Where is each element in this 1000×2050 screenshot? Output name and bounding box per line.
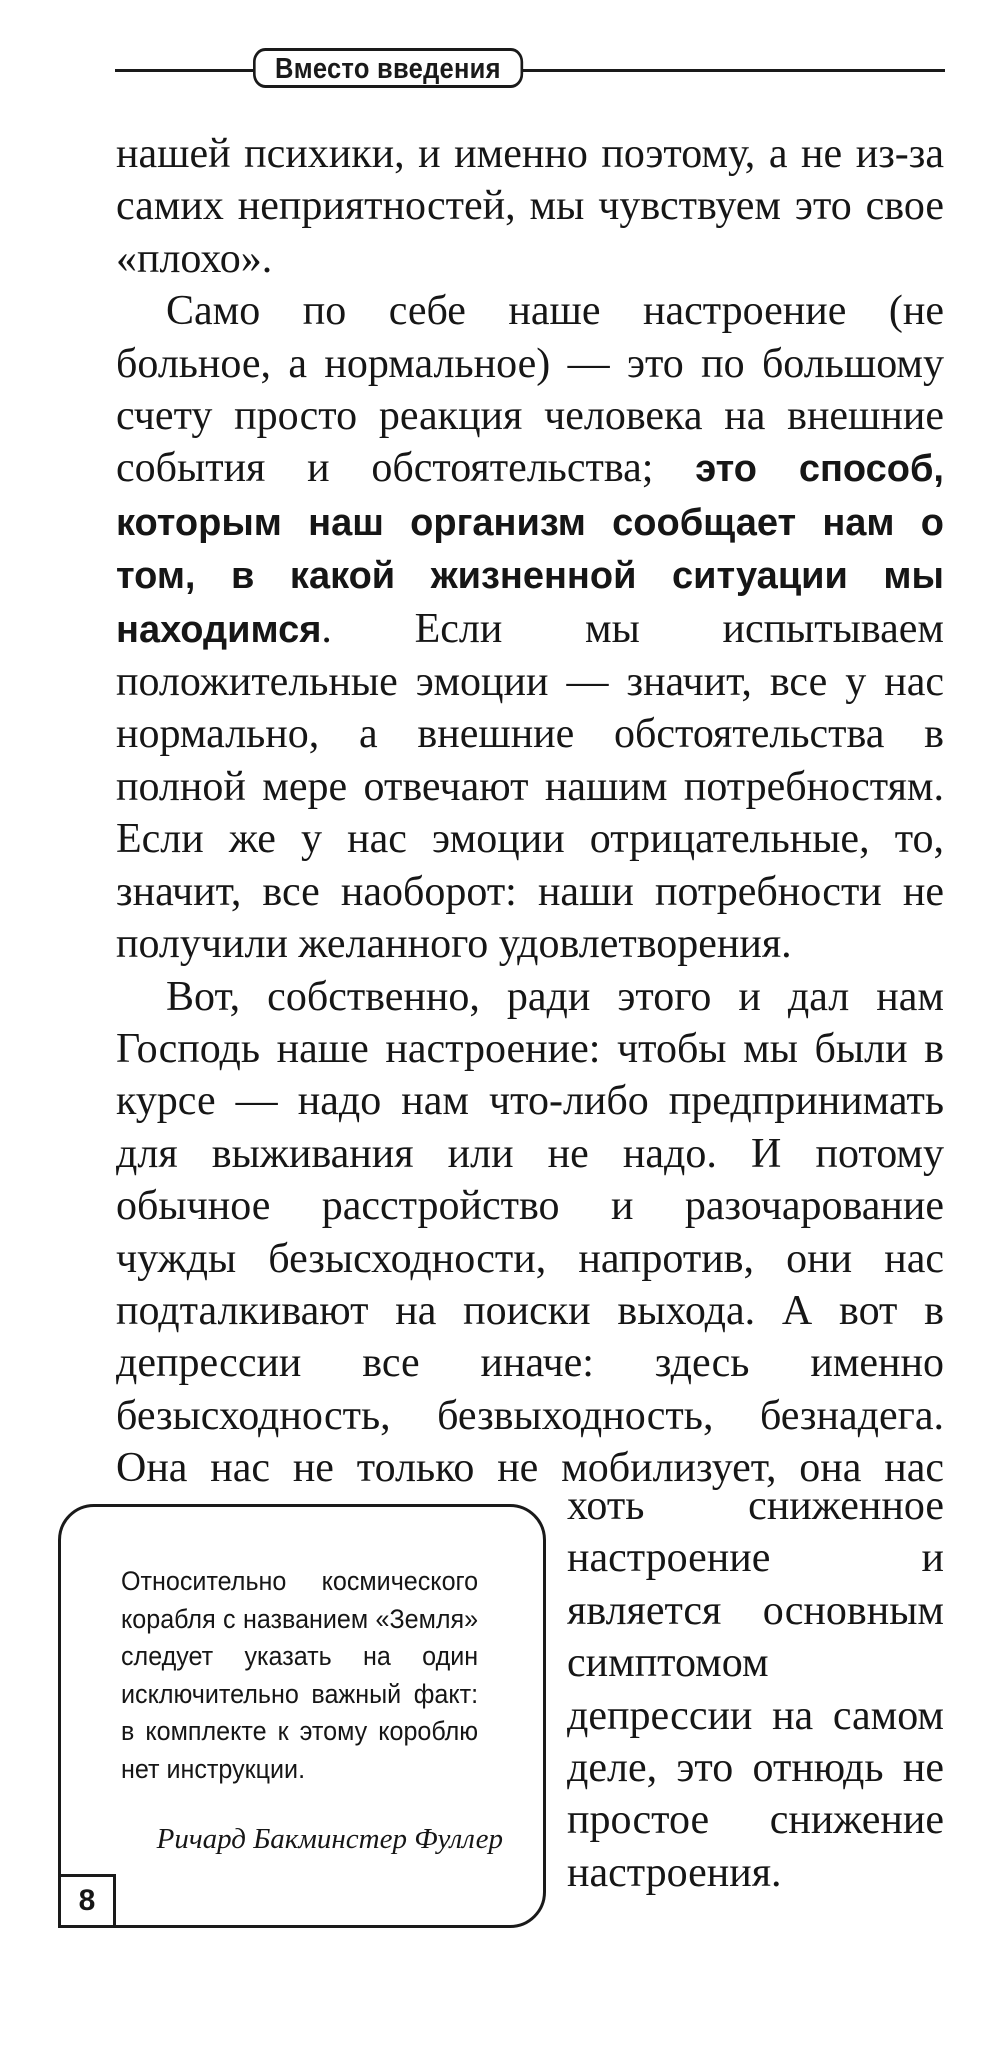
paragraph-2-emphasis: это способ, которым наш организм сообщает нам о том, в какой жизненной ситуации мы находимся bbox=[116, 448, 944, 651]
page-number: 8 bbox=[58, 1874, 116, 1928]
paragraph-1: нашей психики, и именно поэтому, а не из-за самих неприятностей, мы чувствуем это свое «плохо». bbox=[116, 131, 944, 282]
running-header bbox=[115, 48, 945, 92]
body-text bbox=[116, 128, 944, 1547]
paragraph-2-end: . Если мы испытываем положительные эмоции — значит, все у нас нормально, а внешние обстоятельства в полной мере отвечают нашим потребностям. Если же у нас эмоции отрицательные, то, значит, все наоборот: наши потребности не получили желанного удовлетворения. bbox=[116, 605, 944, 968]
section-title: Вместо введения bbox=[253, 48, 523, 88]
paragraph-2-start: Само по себе наше настроение (не больное, а нормальное) — это по большому счету просто реакция человека на внешние события и обстоятельства; bbox=[116, 288, 944, 492]
paragraph-3: Вот, собственно, ради этого и дал нам Господь наше настроение: чтобы мы были в курсе — надо нам что-либо предпринимать для выживания или не надо. И потому обычное расстройство и разочарование чужды безысходности, напротив, они нас подталкивают на поиски выхода. А вот в депрессии все иначе: здесь именно безысходность, безвыходность, безнадега. Она нас не только не мобилизует, она нас bbox=[116, 973, 944, 1492]
epigraph-box bbox=[58, 1504, 546, 1928]
wrapped-text bbox=[567, 1480, 944, 1899]
epigraph-text: Относительно космического корабля с названием «Земля» следует указать на один исключительно важный факт: в комплекте к этому короблю нет инструкции. bbox=[121, 1566, 479, 1784]
paragraph-2 bbox=[116, 285, 944, 970]
paragraph-3-continuation: хоть сниженное настроение и является основным симптомом депрессии на самом деле, это отнюдь не простое снижение настроения. bbox=[567, 1483, 944, 1896]
header-rule bbox=[115, 69, 945, 72]
epigraph-author: Ричард Бакминстер Фуллер bbox=[156, 1823, 503, 1855]
